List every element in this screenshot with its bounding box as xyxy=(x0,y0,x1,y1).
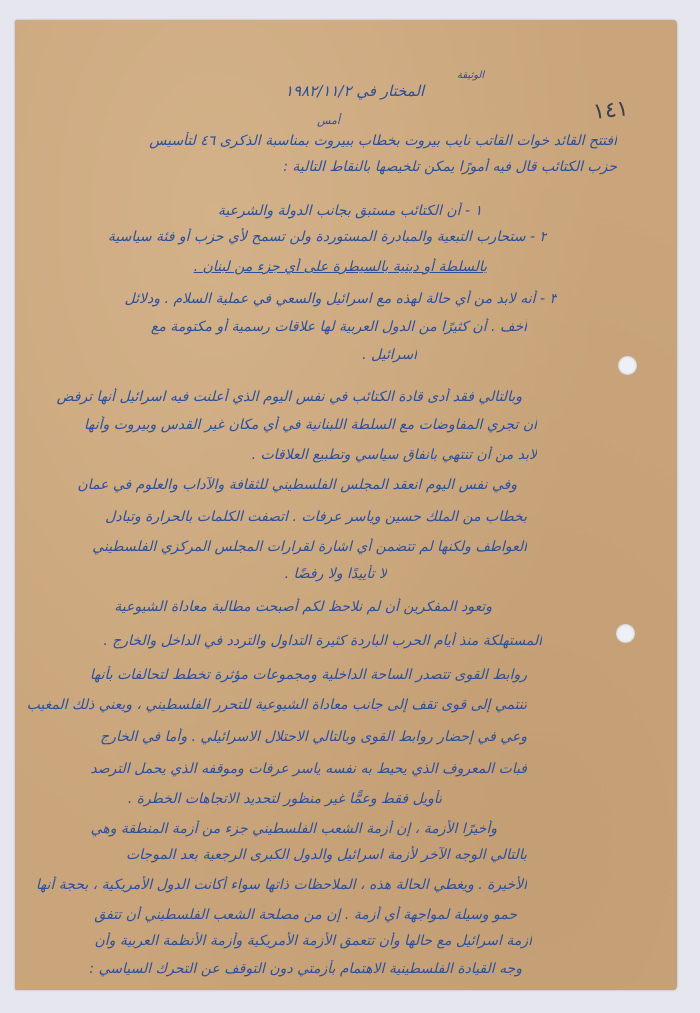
text-line: وبالتالي فقد أدى قادة الكتائب في نفس اليوم الذي أعلنت فيه اسرائيل أنها ترفض xyxy=(56,389,522,405)
text-line: روابط القوى تتصدر الساحة الداخلية ومجموعات مؤثرة تخطط لتحالفات بأنها xyxy=(89,667,527,683)
text-line: وفي نفس اليوم انعقد المجلس الفلسطيني للثقافة والآداب والعلوم في عمان xyxy=(77,477,517,493)
folio-number: ١٤١ xyxy=(591,96,630,125)
list-item-continuation: بالسلطة أو دينية بالسيطرة على أي جزء من لبنان . xyxy=(193,259,487,275)
text-line: وجه القيادة الفلسطينية الاهتمام بأزمتي دون التوقف عن التحرك السياسي : xyxy=(89,961,522,977)
document-date xyxy=(285,82,424,100)
text-line: أن تجري المفاوضات مع السلطة اللبنانية في أي مكان غير القدس وبيروت وأنها xyxy=(84,417,537,433)
text-line: الأخيرة . ويغطي الحالة هذه ، الملاحظات ذاتها سواء أكانت الدول الأمريكية ، بحجة أنها xyxy=(35,877,527,893)
list-item: ١ - أن الكتائب مستبق بجانب الدولة والشرعية xyxy=(217,203,482,219)
text-line: تنتمي إلى قوى تقف إلى جانب معاداة الشيوعية للتحرر الفلسطيني ، ويعني ذلك المغيب xyxy=(26,697,527,713)
list-item-continuation: اسرائيل . xyxy=(362,347,417,363)
text-line: لا تأييدًا ولا رفضًا . xyxy=(284,566,387,582)
text-line: بالتالي الوجه الآخر لأزمة اسرائيل والدول الكبرى الرجعية بعد الموجات xyxy=(125,847,527,863)
text-line: بخطاب من الملك حسين وياسر عرفات . اتصفت الكلمات بالحرارة وتبادل xyxy=(105,509,527,525)
text-line: افتتح القائد خوات القاتب نايب بيروت بخطاب ببيروت بمناسبة الذكرى ٤٦ لتأسيس xyxy=(149,133,617,149)
text-line: فبات المعروف الذي يحيط به نفسه ياسر عرفات وموقفه الذي يحمل الترصد xyxy=(90,761,527,777)
text-line: العواطف ولكنها لم تتضمن أي اشارة لقرارات المجلس المركزي الفلسطيني xyxy=(92,539,527,555)
date-superscript: الوثيقة xyxy=(457,70,485,81)
text-line: حمو وسيلة لمواجهة أي أزمة . إن من مصلحة الشعب الفلسطيني أن تتفق xyxy=(94,907,517,923)
text-line: وعي في إحضار روابط القوى وبالتالي الاحتلال الاسرائيلي . وأما في الخارج xyxy=(100,729,527,745)
text-line: تأويل فقط وعمًّا غير منظور لتحديد الاتجاهات الخطرة . xyxy=(127,791,442,807)
text-line: أزمة اسرائيل مع حالها وأن تتعمق الأزمة الأمريكية وأزمة الأنظمة العربية وأن xyxy=(94,933,532,949)
paper-sheet xyxy=(15,20,677,990)
text-line: وتعود المفكرين أن لم نلاحظ لكم أصبحت مطالبة معاداة الشيوعية xyxy=(114,599,492,615)
list-item: ٢ - ستحارب التبعية والمبادرة المستوردة ولن تسمح لأي حزب أو فئة سياسية xyxy=(107,229,547,245)
list-item: ٣ - أنه لابد من أي حالة لهذه مع اسرائيل والسعي في عملية السلام . ودلائل xyxy=(124,291,557,307)
margin-insertion: أمس xyxy=(317,114,340,127)
punch-hole-top xyxy=(618,356,637,375)
list-item-continuation: أخف . أن كثيرًا من الدول العربية لها علاقات رسمية أو مكتومة مع xyxy=(150,319,527,335)
date-value: في ١٩٨٢/١١/٢ xyxy=(285,82,376,100)
text-line: حزب الكتائب قال فيه أمورًا يمكن تلخيصها بالنقاط التالية : xyxy=(283,159,617,175)
punch-hole-bottom xyxy=(616,624,635,643)
date-label: المختار xyxy=(380,82,425,100)
text-line: المستهلكة منذ أيام الحرب الباردة كثيرة التداول والتردد في الداخل والخارج . xyxy=(103,633,542,649)
text-line: وأخيرًا الأزمة ، إن أزمة الشعب الفلسطيني جزء من أزمة المنطقة وهي xyxy=(90,821,497,837)
text-line: لابد من أن تنتهي بانفاق سياسي وتطبيع العلاقات . xyxy=(251,447,537,463)
